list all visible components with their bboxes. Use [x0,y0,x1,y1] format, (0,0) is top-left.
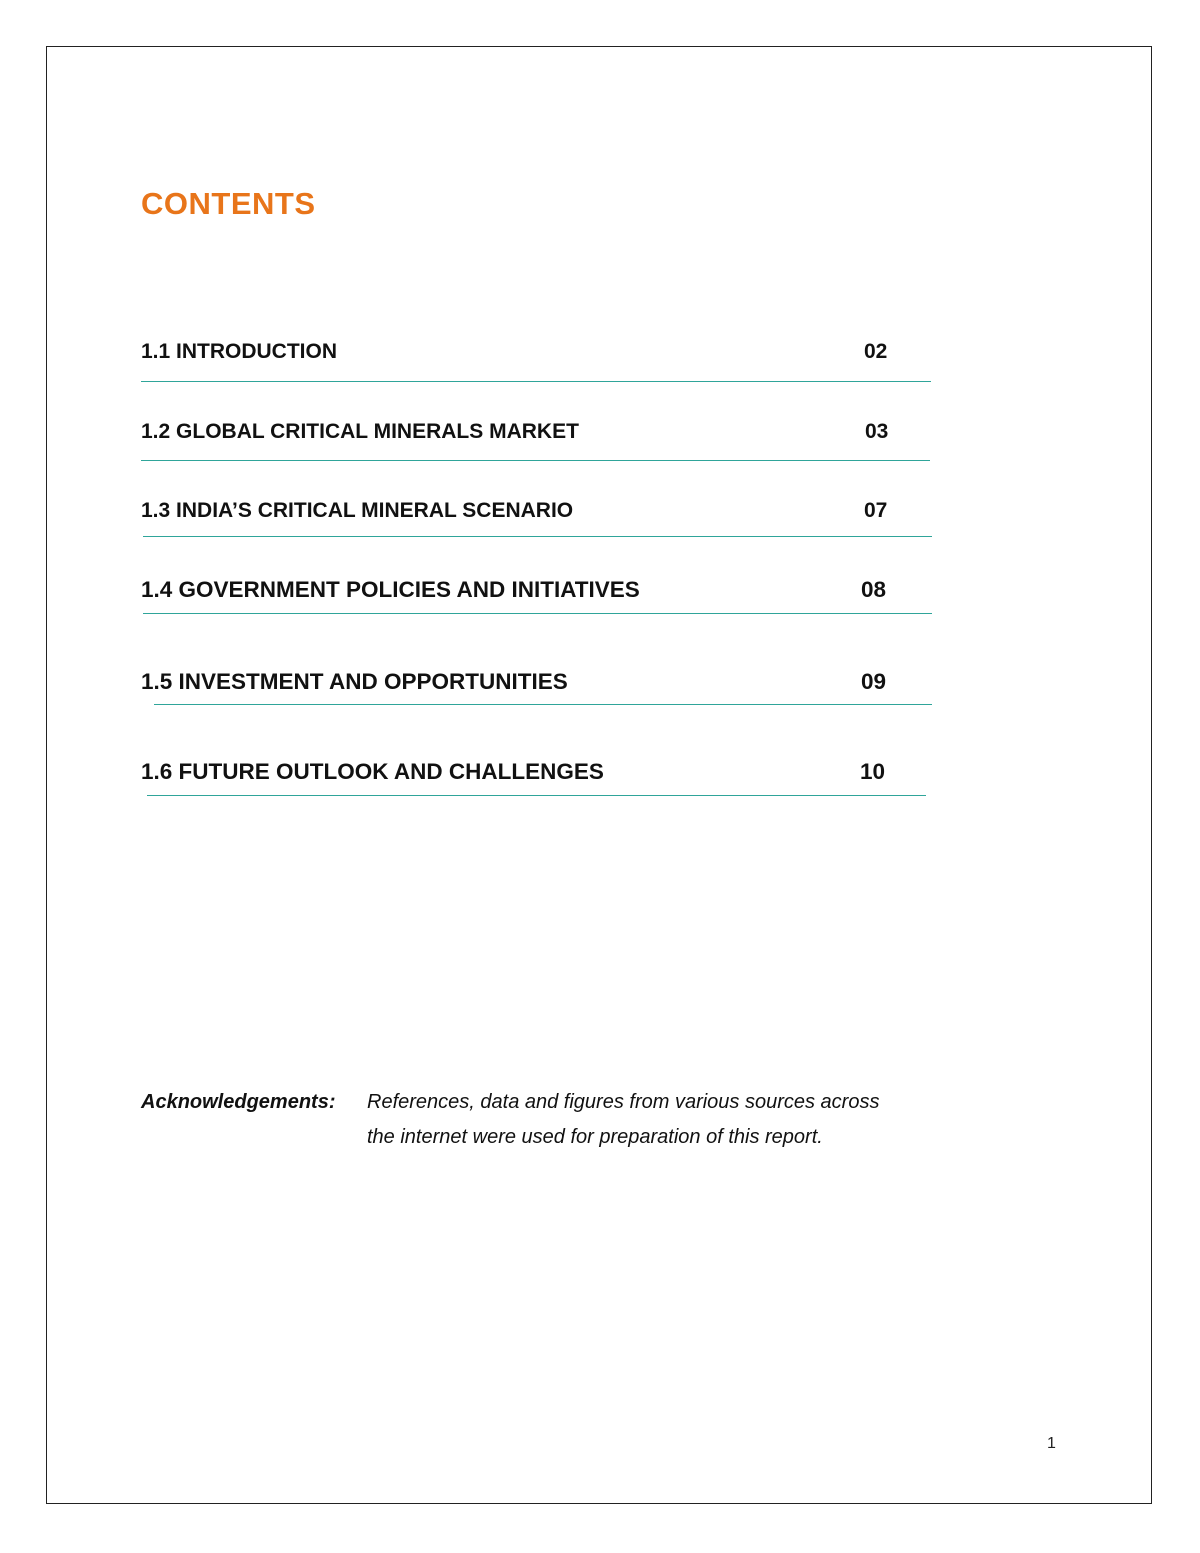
toc-entry-government-policies[interactable] [141,577,931,617]
toc-entry-label: 1.1 INTRODUCTION [141,340,338,363]
toc-entry-label: 1.3 INDIA’S CRITICAL MINERAL SCENARIO [141,499,574,522]
toc-divider [154,704,932,705]
toc-entry-investment[interactable] [141,669,931,709]
toc-entry-page-number: 08 [861,577,887,602]
page-title: CONTENTS [141,186,316,221]
toc-divider [147,795,926,796]
acknowledgements-line: the internet were used for preparation of this report. [367,1126,823,1148]
acknowledgements-label: Acknowledgements: [141,1091,336,1113]
toc-entry-page-number: 03 [865,420,889,443]
toc-divider [143,613,932,614]
toc-entry-future-outlook[interactable] [141,759,931,799]
toc-entry-page-number: 07 [864,499,888,522]
toc-entry-india-scenario[interactable] [141,499,931,539]
acknowledgements-text [367,1085,967,1155]
toc-entry-page-number: 02 [864,340,888,363]
toc-divider [141,381,931,382]
toc-entry-label: 1.2 GLOBAL CRITICAL MINERALS MARKET [141,420,579,443]
acknowledgements-line: References, data and figures from various sources across [367,1091,880,1113]
toc-entry-label: 1.6 FUTURE OUTLOOK AND CHALLENGES [141,759,604,784]
toc-divider [143,536,932,537]
page-number: 1 [1047,1435,1056,1452]
toc-entry-page-number: 09 [861,669,887,694]
toc-entry-global-market[interactable] [141,420,931,460]
toc-divider [141,460,930,461]
toc-entry-introduction[interactable] [141,340,931,380]
toc-entry-label: 1.5 INVESTMENT AND OPPORTUNITIES [141,669,568,694]
toc-entry-page-number: 10 [860,759,886,784]
toc-entry-label: 1.4 GOVERNMENT POLICIES AND INITIATIVES [141,577,640,602]
